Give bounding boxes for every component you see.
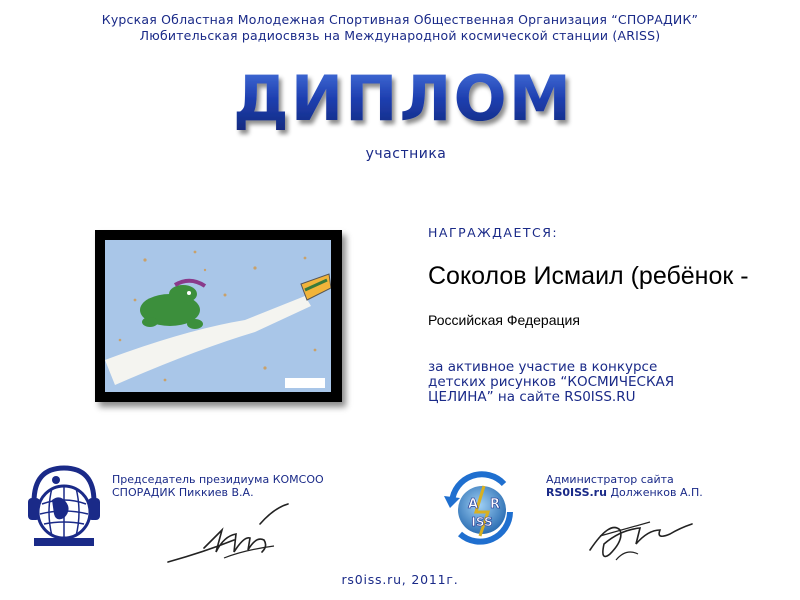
ariss-letters-iss: ISS xyxy=(471,515,493,529)
ariss-logo xyxy=(434,462,526,552)
admin-name: Долженков А.П. xyxy=(610,486,703,499)
admin-signature xyxy=(580,500,700,566)
diploma-title xyxy=(0,62,800,142)
ariss-letter-a: A xyxy=(468,497,479,512)
recipient-name: Соколов Исмаил (ребёнок - xyxy=(428,262,749,290)
award-reason-line: ЦЕЛИНА” на сайте RS0ISS.RU xyxy=(428,389,636,405)
drawing-frame xyxy=(95,230,342,402)
award-reason-line: детских рисунков “КОСМИЧЕСКАЯ xyxy=(428,374,675,390)
globe-headphones-logo xyxy=(26,462,102,552)
admin-signature-block xyxy=(546,473,703,499)
award-reason xyxy=(428,360,788,405)
admin-name-line xyxy=(546,486,703,499)
admin-title: Администратор сайта xyxy=(546,473,674,486)
ariss-letter-r: R xyxy=(490,497,501,512)
chairman-name: СПОРАДИК Пиккиев В.А. xyxy=(112,486,254,499)
footer-site-year: rs0iss.ru, 2011г. xyxy=(341,572,459,587)
header-organization: Курская Областная Молодежная Спортивная Общественная Организация “СПОРАДИК” xyxy=(101,12,699,27)
header-ariss: Любительская радиосвязь на Международной космической станции (ARISS) xyxy=(139,28,661,43)
admin-site: RS0ISS.ru xyxy=(546,486,607,499)
chairman-title: Председатель президиума КОМСОО xyxy=(112,473,324,486)
chairman-signature-block xyxy=(112,473,324,499)
chairman-signature xyxy=(164,500,294,570)
awarded-label: НАГРАЖДАЕТСЯ: xyxy=(428,225,559,240)
diploma-title-text: ДИПЛОМ xyxy=(233,62,573,135)
diploma-subtitle: участника xyxy=(365,146,447,162)
recipient-country: Российская Федерация xyxy=(428,312,580,328)
childrens-drawing-image xyxy=(105,240,331,392)
award-reason-line: за активное участие в конкурсе xyxy=(428,359,658,375)
